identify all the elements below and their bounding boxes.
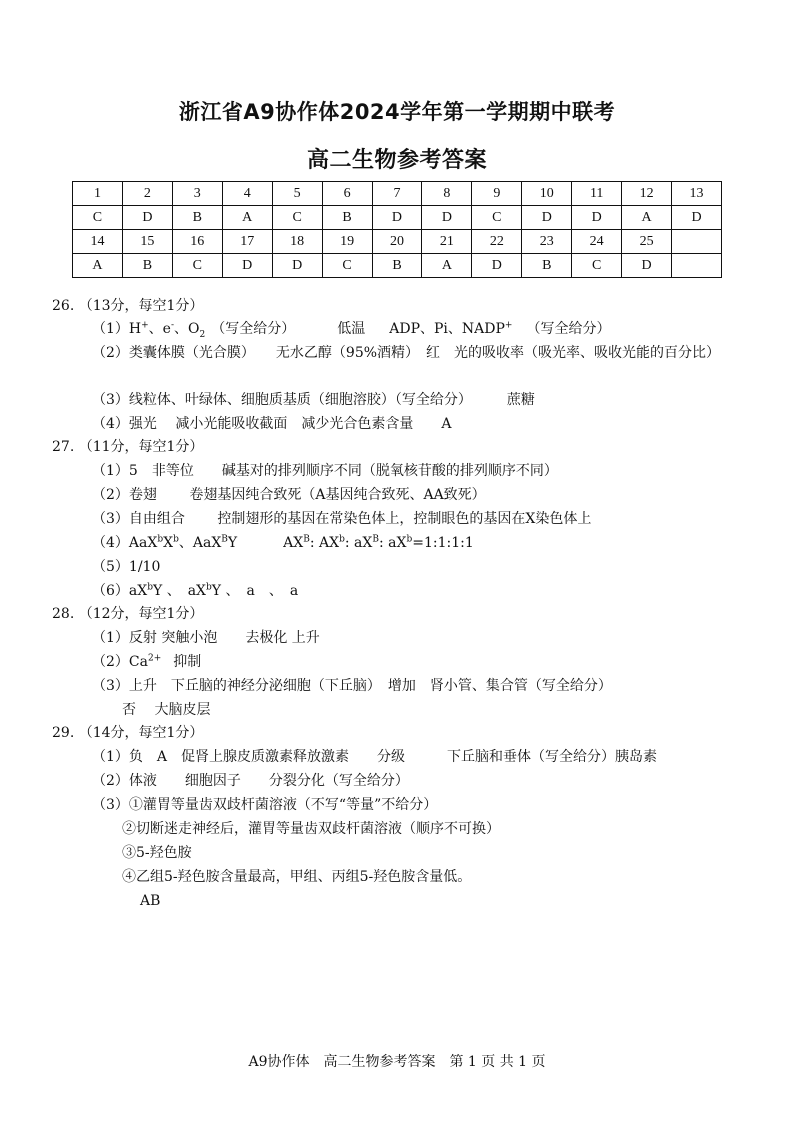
- answer-table-cell: C: [572, 254, 622, 278]
- q29-part3-step4: ④乙组5-羟色胺含量最高，甲组、丙组5-羟色胺含量低。: [122, 869, 472, 885]
- q26-part1: （1）H+、e-、$O_2$ （写全给分） 低温 ADP、Pi、NADP+ （写全给分）: [92, 320, 611, 340]
- answer-table: [72, 181, 722, 278]
- q28-part2: $(2)Ca^{2+}$ 抑制: [92, 653, 202, 670]
- answer-table-cell: B: [522, 254, 572, 278]
- answer-table-cell: D: [222, 254, 272, 278]
- answer-table-cell: 2: [122, 182, 172, 206]
- answer-table-cell: 12: [622, 182, 672, 206]
- q27-header: 27. （11分，每空1分）: [52, 439, 204, 455]
- answer-table-cell: 16: [172, 230, 222, 254]
- q27-part5: （5）1/10: [92, 559, 161, 575]
- q28-header: 28. （12分，每空1分）: [52, 606, 204, 622]
- answer-table-cell: 21: [422, 230, 472, 254]
- answer-table-cell: 20: [372, 230, 422, 254]
- answer-table-cell: B: [322, 206, 372, 230]
- answer-table-cell: A: [222, 206, 272, 230]
- answer-table-cell: 9: [472, 182, 522, 206]
- answer-table-cell: C: [322, 254, 372, 278]
- answer-table-cell: 18: [272, 230, 322, 254]
- answer-table-row: [73, 230, 722, 254]
- answer-table-cell: 22: [472, 230, 522, 254]
- answer-table-cell: 5: [272, 182, 322, 206]
- q27-part6: $(6)aX^bY$ 、 $aX^bY$ 、 a 、 a: [92, 582, 299, 599]
- answer-table-cell: B: [122, 254, 172, 278]
- q29-part3-step3: ③5-羟色胺: [122, 845, 192, 861]
- q29-part1: （1）负 A 促肾上腺皮质激素释放激素 分级 下丘脑和垂体（写全给分）胰岛素: [92, 749, 658, 765]
- q29-part3-answer: AB: [140, 893, 161, 909]
- q27-part4: $(4)AaX^bX^b$、AaX$^B$Y $AX^B$: $AX^b$: $aX^B$: $aX^b=1:1:1:1$: [92, 534, 474, 551]
- q28-part3: （3）上升 下丘脑的神经分泌细胞（下丘脑） 增加 肾小管、集合管（写全给分）: [92, 678, 612, 694]
- answer-table-cell: 15: [122, 230, 172, 254]
- answer-table-cell: 3: [172, 182, 222, 206]
- answer-table-cell: 4: [222, 182, 272, 206]
- answer-table-cell: B: [172, 206, 222, 230]
- answer-table-row: [73, 206, 722, 230]
- q26-part2: （2）类囊体膜（光合膜） 无水乙醇（95%酒精） 红 光的吸收率（吸光率、吸收光能的百分比）: [92, 345, 721, 361]
- answer-table-row: [73, 182, 722, 206]
- q28-part1: （1）反射 突触小泡 去极化 上升: [92, 630, 320, 646]
- q29-part3: （3）①灌胃等量齿双歧杆菌溶液（不写“等量”不给分）: [92, 797, 438, 813]
- q27-part2: （2）卷翅 卷翅基因纯合致死（A基因纯合致死、AA致死）: [92, 487, 486, 503]
- q27-part3: （3）自由组合 控制翅形的基因在常染色体上，控制眼色的基因在X染色体上: [92, 511, 592, 527]
- answer-table-cell: D: [422, 206, 472, 230]
- q26-header: 26. （13分，每空1分）: [52, 298, 204, 314]
- answer-table-cell: D: [122, 206, 172, 230]
- q29-part2: （2）体液 细胞因子 分裂分化（写全给分）: [92, 773, 409, 789]
- q26-part3: （3）线粒体、叶绿体、细胞质基质（细胞溶胶）（写全给分） 蔗糖: [92, 392, 535, 408]
- q28-part3-cont: 否 大脑皮层: [122, 702, 211, 718]
- answer-table-cell: C: [472, 206, 522, 230]
- document-subtitle: 高二生物参考答案: [306, 148, 487, 173]
- answer-table-cell: 7: [372, 182, 422, 206]
- answer-table-cell: D: [372, 206, 422, 230]
- answer-table-cell: 10: [522, 182, 572, 206]
- answer-table-cell: A: [422, 254, 472, 278]
- answer-table-cell: A: [73, 254, 123, 278]
- q26-part4: （4）强光 减小光能吸收截面 减少光合色素含量 A: [92, 416, 452, 432]
- answer-table-cell: 17: [222, 230, 272, 254]
- answer-table-cell: 23: [522, 230, 572, 254]
- answer-table-cell: 19: [322, 230, 372, 254]
- answer-table-cell: D: [522, 206, 572, 230]
- answer-table-cell: [672, 230, 722, 254]
- answer-table-cell: 24: [572, 230, 622, 254]
- answer-table-cell: D: [272, 254, 322, 278]
- answer-table-cell: 6: [322, 182, 372, 206]
- answer-table-cell: D: [622, 254, 672, 278]
- answer-table-cell: 25: [622, 230, 672, 254]
- answer-table-cell: 11: [572, 182, 622, 206]
- answer-table-cell: C: [172, 254, 222, 278]
- answer-table-cell: 1: [73, 182, 123, 206]
- answer-table-cell: 8: [422, 182, 472, 206]
- answer-table-cell: A: [622, 206, 672, 230]
- answer-table-cell: D: [572, 206, 622, 230]
- answer-table-cell: 14: [73, 230, 123, 254]
- answer-table-cell: B: [372, 254, 422, 278]
- answer-table-cell: C: [272, 206, 322, 230]
- q29-part3-step2: ②切断迷走神经后，灌胃等量齿双歧杆菌溶液（顺序不可换）: [122, 821, 500, 837]
- answer-table-cell: 13: [672, 182, 722, 206]
- page-footer: A9协作体 高二生物参考答案 第 1 页 共 1 页: [248, 1054, 546, 1070]
- q27-part1: （1）5 非等位 碱基对的排列顺序不同（脱氧核苷酸的排列顺序不同）: [92, 463, 558, 479]
- answer-table-cell: D: [472, 254, 522, 278]
- answer-table-cell: C: [73, 206, 123, 230]
- q29-header: 29. （14分，每空1分）: [52, 725, 204, 741]
- answer-table-cell: [672, 254, 722, 278]
- document-title: 浙江省A9协作体2024学年第一学期期中联考: [178, 100, 616, 124]
- answer-table-row: [73, 254, 722, 278]
- answer-table-cell: D: [672, 206, 722, 230]
